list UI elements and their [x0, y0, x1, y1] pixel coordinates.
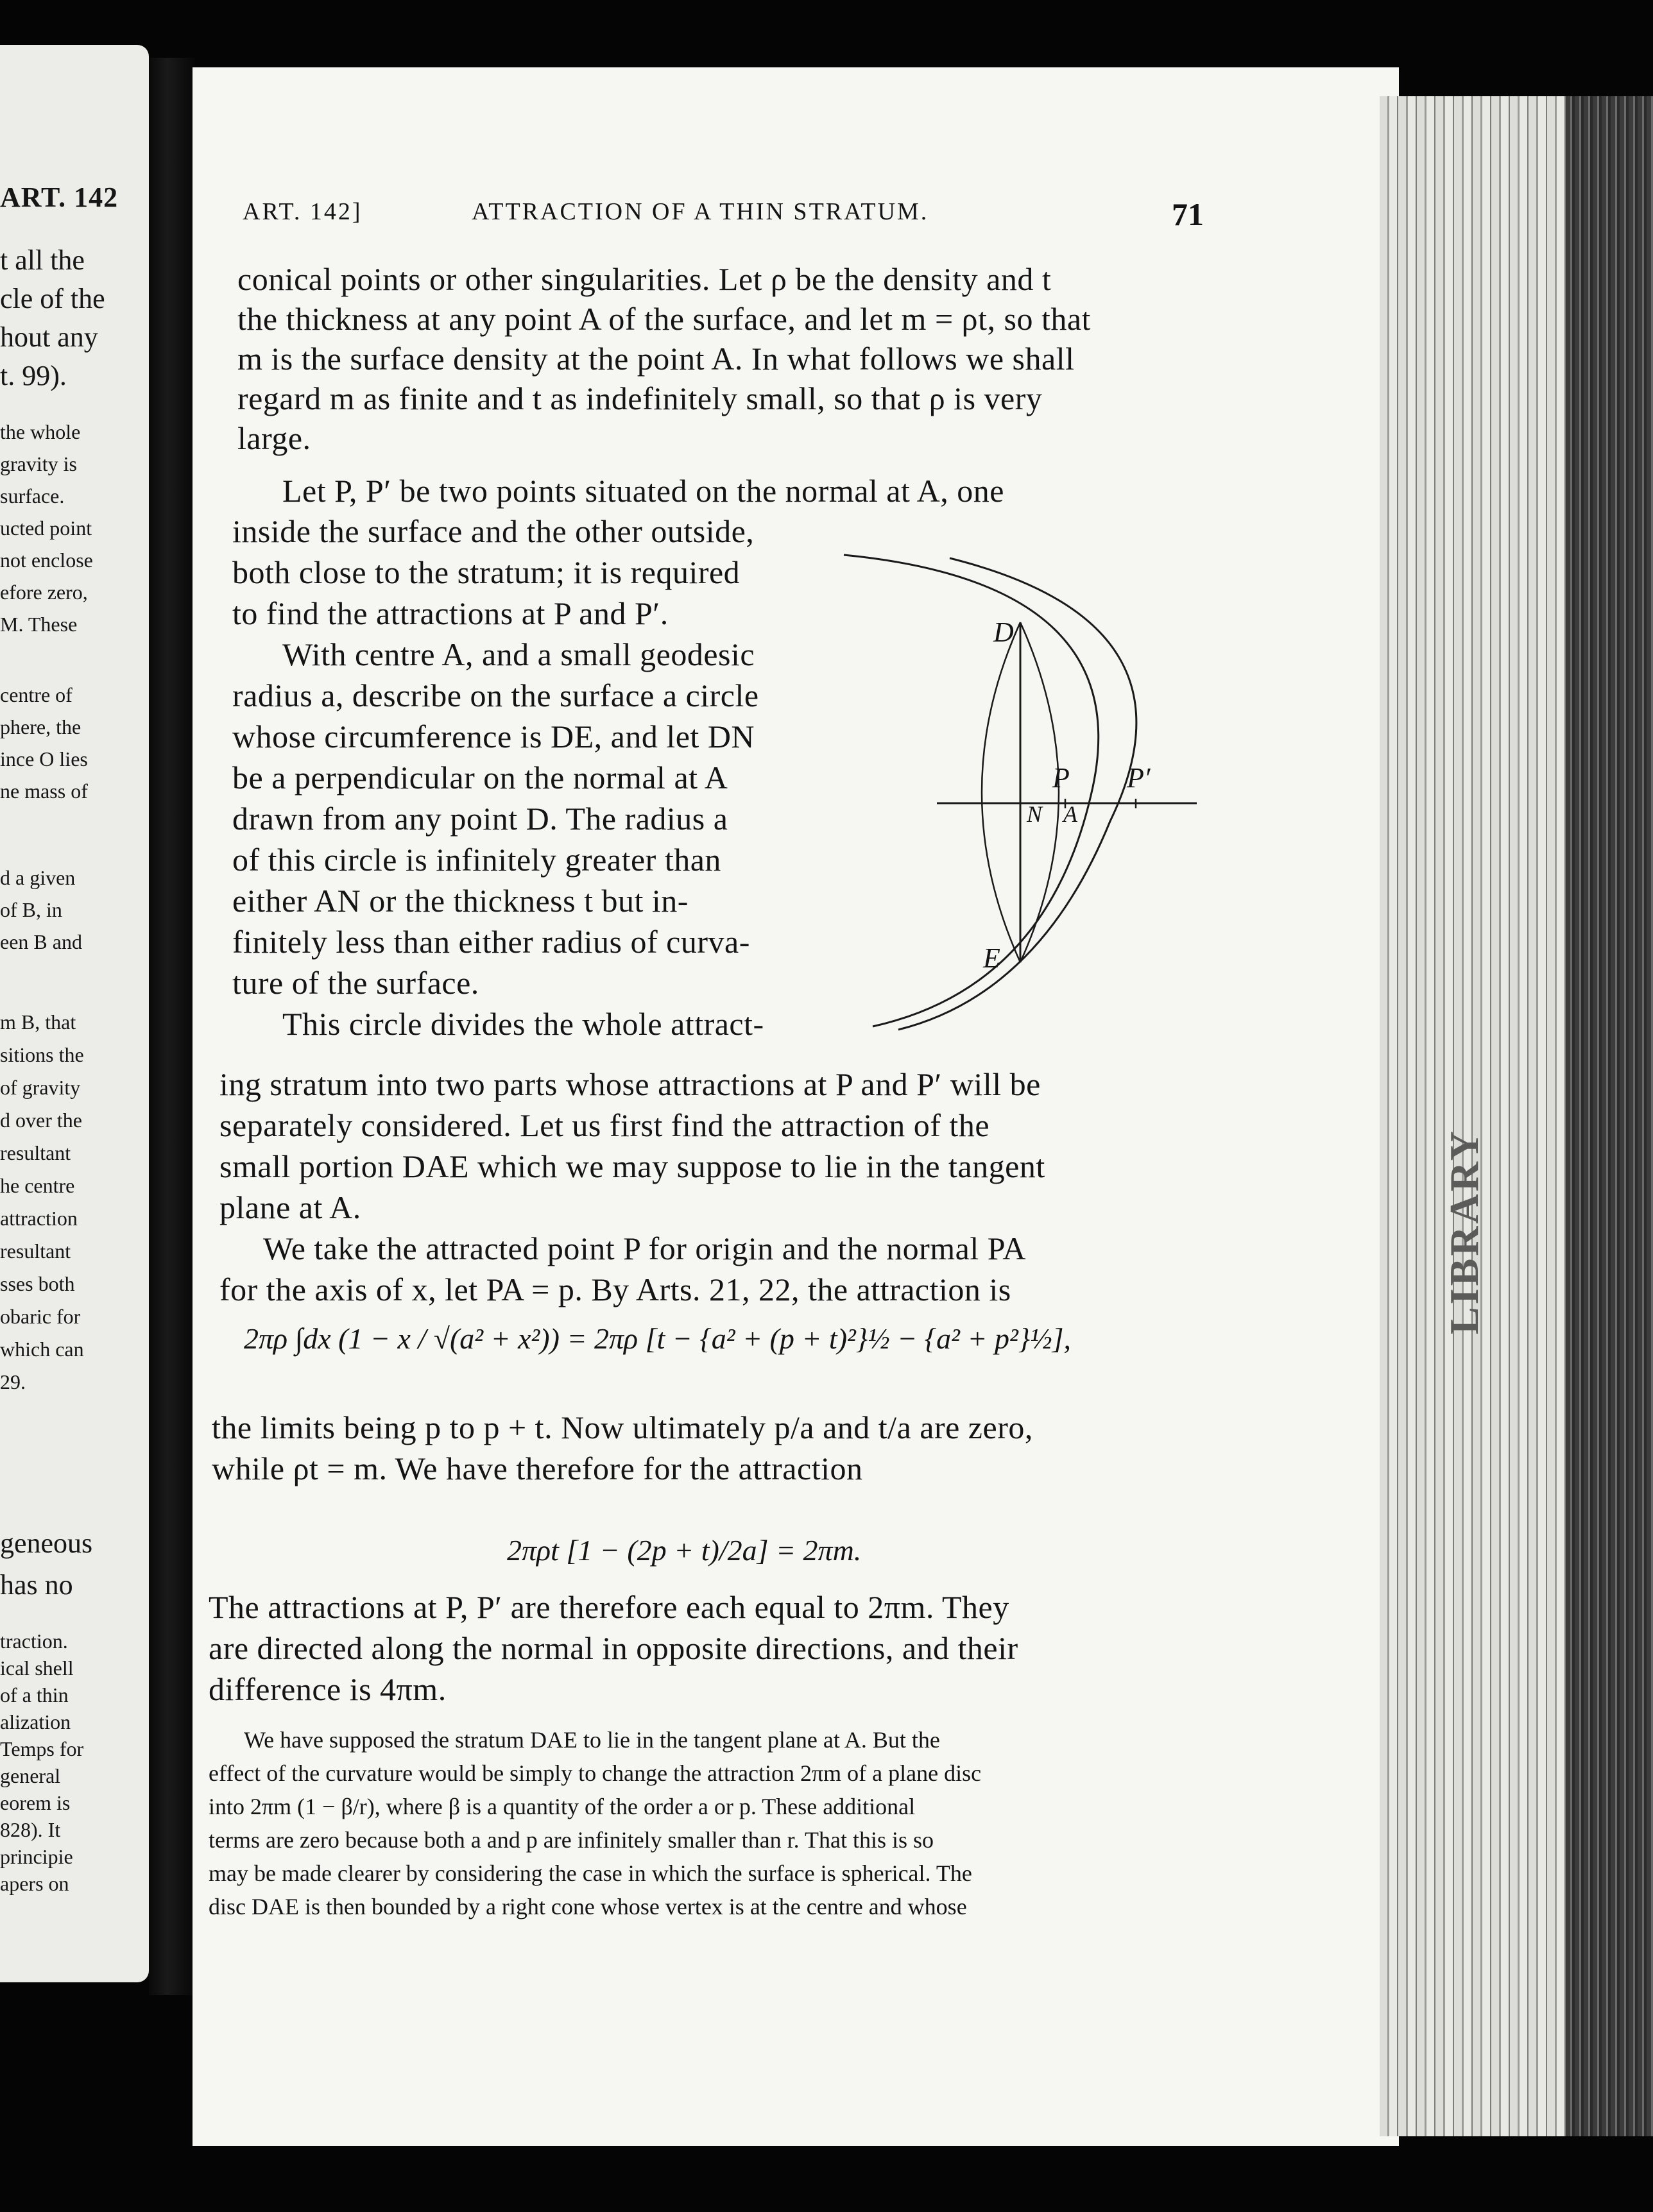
left-page-line: ne mass of	[0, 779, 88, 803]
body-line: separately considered. Let us first find the attraction of the	[219, 1107, 990, 1143]
left-page-line: m B, that	[0, 1010, 76, 1034]
figure-label-D: D	[993, 617, 1014, 648]
body-line: for the axis of x, let PA = p. By Arts. 21, 22, the attraction is	[219, 1272, 1011, 1307]
left-page-line: phere, the	[0, 715, 81, 738]
body-line: to find the attractions at P and P′.	[232, 595, 669, 631]
figure-label-E: E	[983, 942, 1000, 974]
left-page-line: Temps for	[0, 1737, 84, 1760]
left-page-line: of B, in	[0, 898, 62, 921]
body-line: ing stratum into two parts whose attractions at P and P′ will be	[219, 1066, 1041, 1102]
body-line: Let P, P′ be two points situated on the normal at A, one	[282, 473, 1004, 509]
footnote-line: disc DAE is then bounded by a right cone whose vertex is at the centre and whose	[209, 1894, 967, 1919]
page-edges-shadow	[1566, 96, 1653, 2136]
body-line: difference is 4πm.	[209, 1671, 447, 1707]
left-page-line: d a given	[0, 866, 76, 889]
left-page-line: traction.	[0, 1629, 68, 1653]
body-line: the limits being p to p + t. Now ultimately p/a and t/a are zero,	[212, 1409, 1033, 1445]
left-page-line: apers on	[0, 1872, 69, 1895]
left-page-line: sitions the	[0, 1043, 84, 1066]
left-page-line: he centre	[0, 1174, 75, 1197]
body-line: whose circumference is DE, and let DN	[232, 719, 755, 754]
left-page-line: has no	[0, 1569, 73, 1601]
equation-attraction-integral: 2πρ ∫dx (1 − x / √(a² + x²)) = 2πρ [t − {a² + (p + t)²}½ − {a² + p²}½],	[244, 1322, 1072, 1355]
body-line: of this circle is infinitely greater than	[232, 842, 721, 878]
left-page-line: gravity is	[0, 452, 77, 475]
equation-attraction-result: 2πρt [1 − (2p + t)/2a] = 2πm.	[507, 1534, 862, 1567]
running-head-title: ATTRACTION OF A THIN STRATUM.	[472, 198, 929, 225]
left-page-line: een B and	[0, 930, 82, 953]
figure-label-P: P	[1052, 762, 1070, 794]
footnote-line: into 2πm (1 − β/r), where β is a quantity of the order a or p. These additional	[209, 1794, 916, 1819]
body-line: ture of the surface.	[232, 965, 479, 1001]
running-head-article: ART. 142]	[243, 198, 363, 225]
body-line: inside the surface and the other outside,	[232, 513, 755, 549]
left-page-line: geneous	[0, 1527, 93, 1559]
left-page-line: principie	[0, 1845, 73, 1868]
body-line: The attractions at P, P′ are therefore each equal to 2πm. They	[209, 1589, 1009, 1625]
footnote-line: may be made clearer by considering the case in which the surface is spherical. The	[209, 1860, 972, 1886]
body-line: be a perpendicular on the normal at A	[232, 760, 728, 795]
left-page-header: ART. 142	[0, 182, 119, 213]
left-page-line: of a thin	[0, 1683, 69, 1706]
left-page-line: attraction	[0, 1207, 78, 1230]
left-page-line: sses both	[0, 1272, 75, 1295]
left-page-line: which can	[0, 1338, 84, 1361]
body-line: drawn from any point D. The radius a	[232, 801, 728, 837]
body-line: radius a, describe on the surface a circle	[232, 677, 759, 713]
body-line: finitely less than either radius of curva-	[232, 924, 750, 960]
left-page-line: 828). It	[0, 1818, 61, 1841]
body-line: both close to the stratum; it is required	[232, 554, 741, 590]
left-page-line: ical shell	[0, 1656, 74, 1680]
figure-label-A: A	[1063, 801, 1077, 827]
left-page-line: obaric for	[0, 1305, 81, 1328]
left-page-line: cle of the	[0, 283, 105, 314]
body-line: small portion DAE which we may suppose to lie in the tangent	[219, 1148, 1045, 1184]
footnote-line: effect of the curvature would be simply to change the attraction 2πm of a plane disc	[209, 1760, 982, 1786]
left-page-line: t. 99).	[0, 360, 67, 391]
body-line: With centre A, and a small geodesic	[282, 636, 755, 672]
body-line: conical points or other singularities. Let ρ be the density and t	[237, 261, 1052, 297]
footnote-line: terms are zero because both a and p are infinitely smaller than r. That this is so	[209, 1827, 934, 1853]
figure-label-N: N	[1027, 801, 1043, 827]
left-page-line: alization	[0, 1710, 71, 1733]
body-line: while ρt = m. We have therefore for the attraction	[212, 1451, 863, 1486]
figure-label-P-prime: P′	[1127, 762, 1151, 794]
circle-left-arc	[982, 622, 1020, 962]
left-page-line: t all the	[0, 244, 85, 276]
left-page-line: resultant	[0, 1239, 71, 1263]
left-page-line: 29.	[0, 1370, 26, 1393]
body-line: plane at A.	[219, 1189, 361, 1225]
left-page-line: M. These	[0, 613, 78, 636]
body-line: We take the attracted point P for origin and the normal PA	[263, 1230, 1027, 1266]
body-line: either AN or the thickness t but in-	[232, 883, 689, 919]
left-page-line: ucted point	[0, 516, 92, 540]
left-page-line: ince O lies	[0, 747, 88, 770]
body-line: regard m as finite and t as indefinitely small, so that ρ is very	[237, 380, 1043, 416]
left-page-line: the whole	[0, 420, 81, 443]
body-line: are directed along the normal in opposite directions, and their	[209, 1630, 1018, 1666]
left-page-line: eorem is	[0, 1791, 71, 1814]
left-page-line: surface.	[0, 484, 65, 507]
body-line: This circle divides the whole attract-	[282, 1006, 764, 1042]
left-page-line: efore zero,	[0, 581, 88, 604]
page-number: 71	[1172, 196, 1204, 232]
left-page-line: centre of	[0, 683, 73, 706]
body-line: the thickness at any point A of the surface, and let m = ρt, so that	[237, 301, 1091, 337]
stratum-figure	[834, 545, 1219, 1046]
book-spine	[149, 58, 195, 1995]
footnote-line: We have supposed the stratum DAE to lie in the tangent plane at A. But the	[244, 1727, 940, 1753]
left-page-line: d over the	[0, 1109, 82, 1132]
left-page-fragment	[0, 45, 149, 1982]
library-stamp: LIBRARY	[1441, 1128, 1487, 1334]
left-page-line: hout any	[0, 321, 98, 353]
body-line: large.	[237, 420, 311, 456]
body-line: m is the surface density at the point A. In what follows we shall	[237, 341, 1075, 377]
left-page-line: not enclose	[0, 549, 93, 572]
left-page-line: resultant	[0, 1141, 71, 1164]
left-page-line: general	[0, 1764, 61, 1787]
left-page-line: of gravity	[0, 1076, 81, 1099]
